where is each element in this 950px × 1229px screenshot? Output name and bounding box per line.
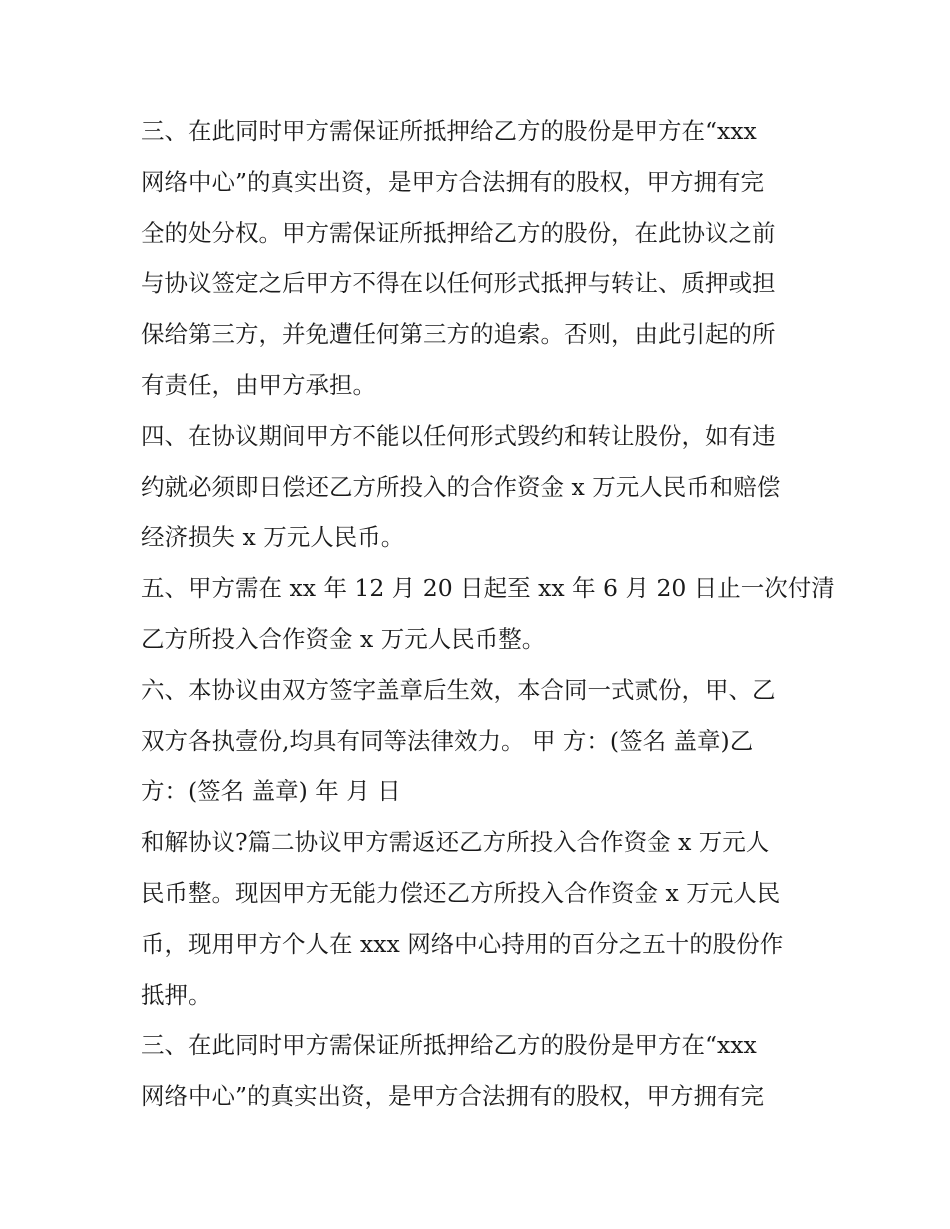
document-body	[141, 106, 835, 1122]
text-line: 三、在此同时甲方需保证所抵押给乙方的股份是甲方在“xxx	[141, 1031, 757, 1060]
clause-four-paragraph	[141, 411, 821, 563]
clause-six-paragraph	[141, 665, 821, 817]
text-line: 全的处分权。甲方需保证所抵押给乙方的股份，在此协议之前	[141, 218, 776, 247]
clause-three-paragraph	[141, 106, 821, 411]
text-line: 民币整。现因甲方无能力偿还乙方所投入合作资金 x 万元人民	[141, 878, 781, 907]
text-line: 双方各执壹份,均具有同等法律效力。 甲 方：(签名 盖章)乙	[141, 726, 754, 755]
text-line: 六、本协议由双方签字盖章后生效，本合同一式贰份，甲、乙	[141, 675, 776, 704]
text-line: 五、甲方需在 xx 年 12 月 20 日起至 xx 年 6 月 20 日止一次付清	[141, 574, 835, 603]
clause-five-paragraph	[141, 563, 835, 665]
text-line: 有责任，由甲方承担。	[141, 370, 376, 399]
text-line: 约就必须即日偿还乙方所投入的合作资金 x 万元人民币和赔偿	[141, 472, 781, 501]
text-line: 与协议签定之后甲方不得在以任何形式抵押与转让、质押或担	[141, 269, 776, 298]
text-line: 方：(签名 盖章) 年 月 日	[141, 777, 401, 806]
text-line: 三、在此同时甲方需保证所抵押给乙方的股份是甲方在“xxx	[141, 117, 757, 145]
text-line: 和解协议?篇二协议甲方需返还乙方所投入合作资金 x 万元人	[141, 828, 770, 857]
text-line: 四、在协议期间甲方不能以任何形式毁约和转让股份，如有违	[141, 421, 776, 450]
text-line: 经济损失 x 万元人民币。	[141, 523, 405, 552]
agreement-two-intro-paragraph	[141, 817, 821, 1020]
text-line: 乙方所投入合作资金 x 万元人民币整。	[141, 624, 546, 653]
text-line: 币，现用甲方个人在 xxx 网络中心持用的百分之五十的股份作	[141, 929, 784, 958]
text-line: 保给第三方，并免遭任何第三方的追索。否则，由此引起的所	[141, 320, 776, 349]
clause-three-repeat-paragraph	[141, 1020, 821, 1122]
text-line: 抵押。	[141, 980, 212, 1009]
text-line: 网络中心”的真实出资，是甲方合法拥有的股权，甲方拥有完	[141, 1082, 765, 1111]
text-line: 网络中心”的真实出资，是甲方合法拥有的股权，甲方拥有完	[141, 167, 765, 196]
